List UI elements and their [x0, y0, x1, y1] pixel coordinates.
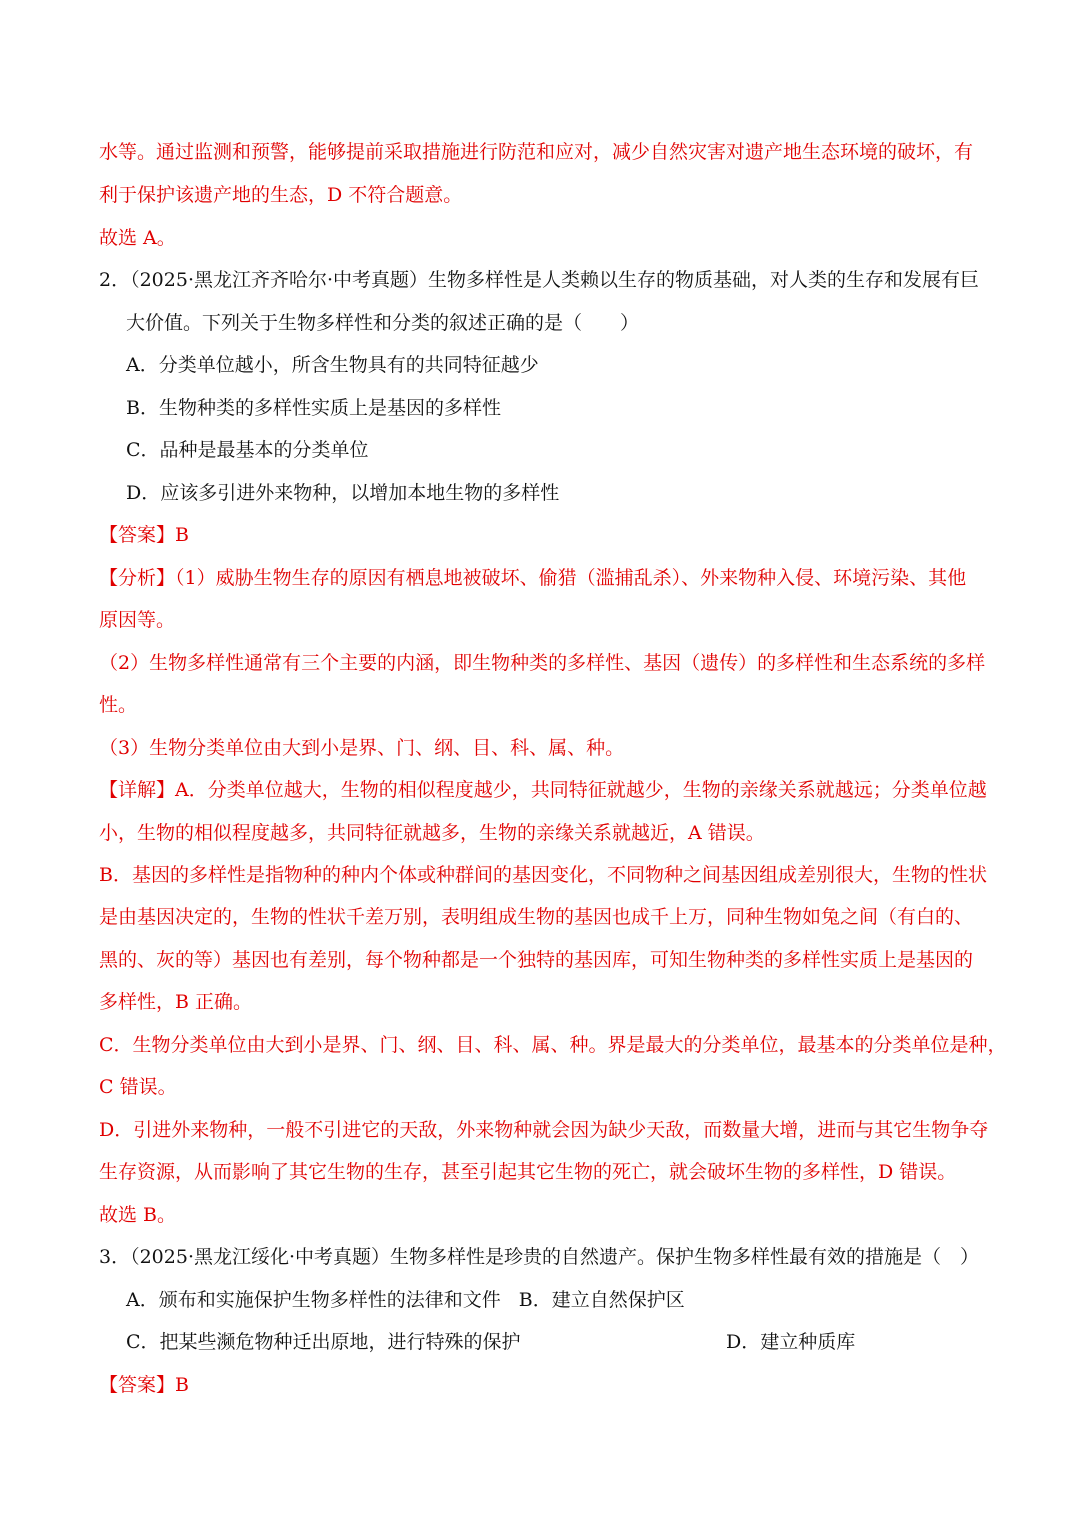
detail-line-b2: 是由基因决定的，生物的性状千差万别，表明组成生物的基因也成千上万，同种生物如兔之间（有白的、: [99, 906, 974, 928]
detail-line-a2: 小，生物的相似程度越多，共同特征就越多，生物的亲缘关系就越近，A 错误。: [99, 822, 765, 844]
question-2-option-a: A．分类单位越小，所含生物具有的共同特征越少: [126, 354, 539, 376]
question-3-answer: [99, 1373, 189, 1397]
question-2-option-d: D．应该多引进外来物种，以增加本地生物的多样性: [126, 482, 560, 504]
detail-text-a1: A．分类单位越大，生物的相似程度越少，共同特征就越少，生物的亲缘关系就越远；分类单位越: [175, 779, 987, 801]
detail-tag: 【详解】: [99, 779, 176, 801]
question-3-option-a: A．颁布和实施保护生物多样性的法律和文件: [126, 1289, 501, 1311]
question-3-option-b: B．建立自然保护区: [518, 1289, 685, 1311]
question-2-stem-text: （2025·黑龙江齐齐哈尔·中考真题）生物多样性是人类赖以生存的物质基础，对人类的生存和发展有巨: [130, 269, 980, 291]
answer-value: B: [175, 524, 189, 546]
question-3-stem: [99, 1245, 979, 1269]
detail-line-a1: [99, 778, 987, 802]
question-2-stem-line2: 大价值。下列关于生物多样性和分类的叙述正确的是（ ）: [126, 312, 640, 334]
question-3-number: 3．: [99, 1246, 131, 1268]
analysis-line-1a: [99, 566, 966, 590]
analysis-line-2b: 性。: [99, 694, 138, 716]
analysis-line-3: （3）生物分类单位由大到小是界、门、纲、目、科、属、种。: [99, 737, 625, 759]
analysis-tag: 【分析】: [99, 567, 176, 589]
question-2-stem-line1: [99, 268, 979, 292]
answer-tag: 【答案】: [99, 524, 176, 546]
question-2-conclusion: 故选 B。: [99, 1204, 177, 1226]
analysis-line-2a: （2）生物多样性通常有三个主要的内涵，即生物种类的多样性、基因（遗传）的多样性和生态系统的多样: [99, 652, 986, 674]
question-2-answer: [99, 523, 189, 547]
detail-line-d2: 生存资源，从而影响了其它生物的生存，甚至引起其它生物的死亡，就会破坏生物的多样性，D 错误。: [99, 1161, 957, 1183]
question-2-number: 2．: [99, 269, 131, 291]
question-3-option-d: D．建立种质库: [726, 1331, 856, 1353]
answer-tag: 【答案】: [99, 1374, 176, 1396]
question-2-option-b: B．生物种类的多样性实质上是基因的多样性: [126, 397, 501, 419]
detail-line-b3: 黑的、灰的等）基因也有差别，每个物种都是一个独特的基因库，可知生物种类的多样性实质上是基因的: [99, 949, 974, 971]
prev-conclusion: 故选 A。: [99, 227, 176, 249]
question-2-option-c: C．品种是最基本的分类单位: [126, 439, 369, 461]
answer-value: B: [175, 1374, 189, 1396]
question-3-option-c: C．把某些濒危物种迁出原地，进行特殊的保护: [126, 1331, 521, 1353]
detail-line-c2: C 错误。: [99, 1076, 177, 1098]
analysis-line-1b: 原因等。: [99, 609, 176, 631]
prev-explanation-line1: 水等。通过监测和预警，能够提前采取措施进行防范和应对，减少自然灾害对遗产地生态环境的破坏，有: [99, 141, 974, 163]
detail-line-b4: 多样性，B 正确。: [99, 991, 253, 1013]
detail-line-c1: C．生物分类单位由大到小是界、门、纲、目、科、属、种。界是最大的分类单位，最基本的分类单位是种，: [99, 1034, 1007, 1056]
analysis-text-1a: （1）威胁生物生存的原因有栖息地被破坏、偷猎（滥捕乱杀）、外来物种入侵、环境污染、其他: [175, 567, 967, 589]
question-3-stem-text: （2025·黑龙江绥化·中考真题）生物多样性是珍贵的自然遗产。保护生物多样性最有效的措施是（ ）: [130, 1246, 980, 1268]
detail-line-d1: D．引进外来物种，一般不引进它的天敌，外来物种就会因为缺少天敌，而数量大增，进而与其它生物争夺: [99, 1119, 989, 1141]
detail-line-b1: B．基因的多样性是指物种的种内个体或种群间的基因变化，不同物种之间基因组成差别很大，生物的性状: [99, 864, 987, 886]
question-3-options-row1: [126, 1288, 685, 1312]
prev-explanation-line2: 利于保护该遗产地的生态，D 不符合题意。: [99, 184, 463, 206]
